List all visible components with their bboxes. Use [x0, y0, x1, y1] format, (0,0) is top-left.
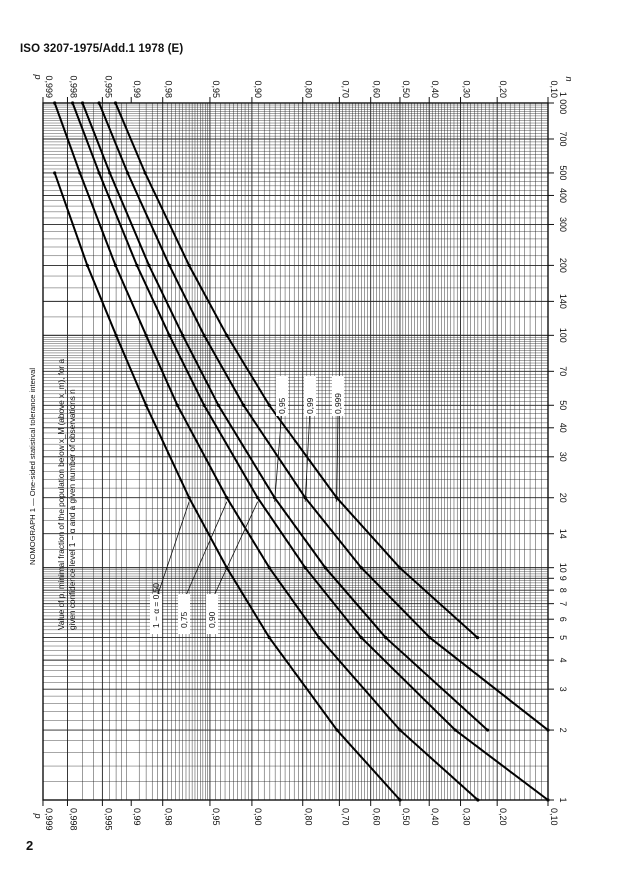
p-tick-label-top: 0,99 — [132, 80, 143, 98]
n-tick-label: 1 000 — [558, 91, 568, 115]
curve-point — [454, 728, 457, 731]
p-tick-label-bottom: 0,60 — [371, 808, 382, 826]
curve-point — [114, 101, 117, 104]
n-tick-label: 50 — [558, 400, 568, 411]
p-tick-label-bottom: 0,70 — [340, 808, 351, 826]
p-tick-label-top: 0,50 — [401, 80, 411, 98]
curve-point — [242, 404, 245, 407]
curve-point — [384, 636, 387, 639]
n-tick-label: 8 — [558, 587, 568, 593]
curve-point — [318, 636, 321, 639]
p-tick-label-top: 0,40 — [430, 80, 441, 98]
n-tick-label: 500 — [558, 165, 568, 181]
curve-point — [71, 101, 74, 104]
curve-point — [97, 171, 100, 174]
n-tick-label: 3 — [558, 686, 568, 692]
n-ticks — [548, 76, 574, 802]
curve-point — [53, 171, 56, 174]
p-ticks-top — [33, 73, 559, 103]
p-tick-label-bottom: 0,99 — [132, 808, 143, 826]
p-tick-label-top: 0,98 — [163, 80, 174, 98]
curve-point — [225, 496, 228, 499]
curve-point — [145, 334, 148, 337]
curve-0,99 — [99, 103, 548, 730]
n-tick-label: 4 — [558, 657, 568, 663]
curve-point — [188, 264, 191, 267]
p-tick-label-bottom: 0,90 — [252, 808, 263, 826]
p-axis-symbol-bottom: p — [33, 813, 43, 819]
n-tick-label: 100 — [558, 327, 568, 343]
p-tick-label-top: 0,90 — [252, 80, 263, 98]
n-tick-label: 10 — [558, 562, 568, 573]
curve-point — [53, 101, 56, 104]
curve-point — [114, 264, 117, 267]
n-tick-label: 9 — [558, 575, 568, 581]
curve-point — [256, 496, 259, 499]
curve-point — [176, 404, 179, 407]
curve-point — [335, 728, 338, 731]
p-tick-label-top: 0,10 — [549, 80, 559, 98]
document-header: ISO 3207-1975/Add.1 1978 (E) — [20, 43, 184, 55]
p-tick-label-bottom: 0,98 — [163, 808, 174, 826]
n-tick-label: 40 — [558, 422, 568, 433]
legend-label-0,75: 0,75 — [179, 611, 189, 628]
p-tick-label-top: 0,995 — [103, 75, 114, 98]
curves — [53, 101, 550, 801]
curve-point — [476, 636, 479, 639]
page-number: 2 — [26, 838, 34, 853]
chart-title: NOMOGRAPH 1 — One-sided statistical tolerance interval — [28, 367, 37, 565]
curve-point — [145, 404, 148, 407]
n-tick-label: 1 — [558, 797, 568, 803]
p-tick-label-bottom: 0,998 — [68, 808, 79, 831]
n-axis-symbol: n — [564, 76, 574, 82]
n-tick-label: 5 — [558, 635, 568, 641]
curve-point — [203, 334, 206, 337]
n-tick-label: 6 — [558, 616, 568, 622]
curve-point — [360, 636, 363, 639]
curve-point — [135, 264, 138, 267]
curve-point — [144, 171, 147, 174]
curve-point — [268, 566, 271, 569]
curve-point — [108, 171, 111, 174]
p-tick-label-bottom: 0,80 — [303, 808, 314, 826]
curve-point — [428, 636, 431, 639]
p-tick-label-top: 0,30 — [461, 80, 472, 98]
n-tick-label: 7 — [558, 601, 568, 607]
n-tick-label: 2 — [558, 727, 568, 733]
curve-0,50 — [55, 173, 400, 800]
n-tick-label: 20 — [558, 492, 568, 503]
curve-point — [126, 171, 129, 174]
curve-point — [486, 728, 489, 731]
p-tick-label-top: 0,80 — [303, 80, 314, 98]
curve-point — [78, 171, 81, 174]
p-tick-label-bottom: 0,50 — [401, 808, 411, 826]
p-tick-label-top: 0,60 — [371, 80, 382, 98]
p-tick-label-top: 0,998 — [68, 75, 79, 98]
curve-point — [168, 334, 171, 337]
curve-point — [398, 566, 401, 569]
legend-label-0,90: 0,90 — [207, 611, 217, 628]
legend-label-0,50: 1 − α = 0,50 — [151, 583, 161, 628]
p-tick-label-bottom: 0,95 — [210, 808, 221, 826]
curve-point — [147, 264, 150, 267]
curve-point — [268, 404, 271, 407]
chart-frame — [43, 103, 548, 800]
p-tick-label-bottom: 0,995 — [103, 808, 114, 831]
p-tick-label-top: 0,70 — [340, 80, 351, 98]
n-tick-label: 200 — [558, 257, 568, 273]
curve-point — [97, 101, 100, 104]
p-tick-label-bottom: 0,999 — [44, 808, 54, 831]
p-tick-label-bottom: 0,10 — [549, 808, 559, 826]
p-tick-label-top: 0,999 — [44, 75, 54, 98]
p-tick-label-top: 0,95 — [210, 80, 221, 98]
n-tick-label: 14 — [558, 528, 568, 539]
p-tick-label-top: 0,20 — [498, 80, 509, 98]
p-axis-symbol-top: p — [33, 74, 43, 80]
curve-point — [217, 404, 220, 407]
legend-label-0,999: 0,999 — [333, 393, 343, 414]
n-tick-label: 30 — [558, 451, 568, 462]
n-tick-label: 140 — [558, 293, 568, 309]
curve-point — [225, 334, 228, 337]
curve-point — [304, 566, 307, 569]
p-tick-label-bottom: 0,20 — [498, 808, 509, 826]
curve-point — [324, 566, 327, 569]
curve-point — [398, 728, 401, 731]
n-tick-label: 70 — [558, 366, 568, 377]
n-tick-label: 300 — [558, 216, 568, 233]
n-tick-label: 700 — [558, 131, 568, 147]
curve-point — [81, 101, 84, 104]
p-tick-label-bottom: 0,30 — [461, 808, 472, 826]
chart-description-line: Value of p, minimal fraction of the population below x_M (above x_m), for a — [57, 358, 66, 630]
p-ticks-bottom — [33, 800, 559, 831]
curve-point — [114, 334, 117, 337]
grid — [43, 103, 548, 800]
legend-label-0,95: 0,95 — [277, 397, 287, 414]
curve-point — [268, 636, 271, 639]
chart-description-line: given confidence level 1 − α and a given number of observations n — [68, 389, 77, 630]
curve-point — [360, 566, 363, 569]
curve-point — [168, 264, 171, 267]
curve-point — [86, 264, 89, 267]
curve-point — [476, 798, 479, 801]
legend-label-0,99: 0,99 — [305, 397, 315, 414]
p-tick-label-bottom: 0,40 — [430, 808, 441, 826]
curve-point — [181, 334, 184, 337]
curve-point — [203, 404, 206, 407]
curve-point — [188, 496, 191, 499]
n-tick-label: 400 — [558, 187, 568, 204]
